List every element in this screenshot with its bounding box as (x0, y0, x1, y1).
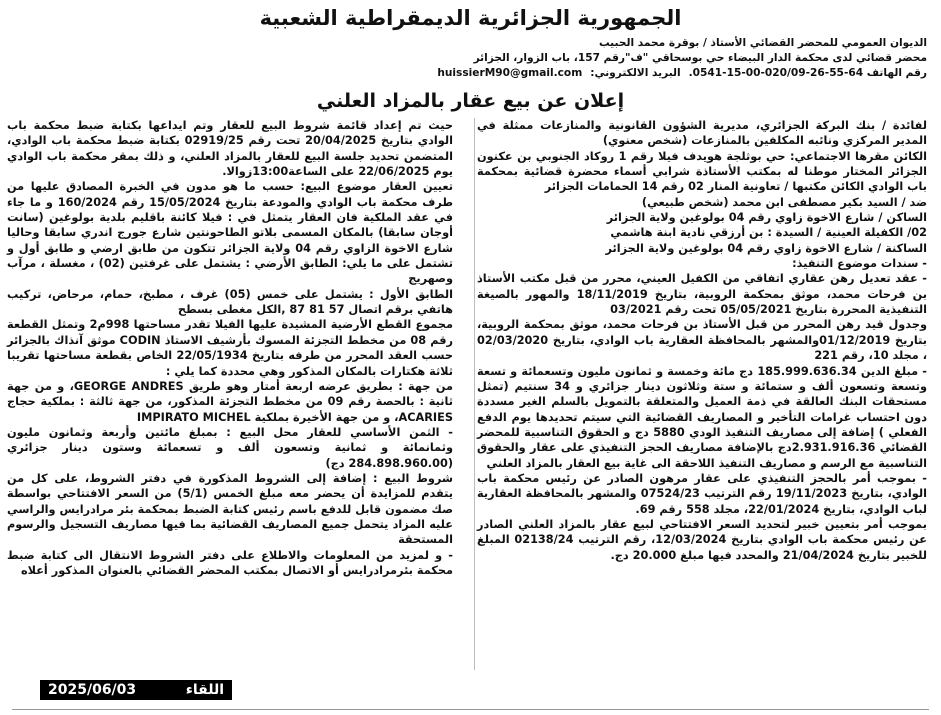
paragraph: - سندات موضوع التنفيذ: (792, 257, 927, 271)
paragraph: - بموجب أمر بالحجز التنفيذي على عقار مرهون الصادر عن رئيس محكمة باب الوادي، بتاريخ 19/11/2023 رقم الترتيب 07524/23 والمشهر بالمحافظة العقارية لباب الوادي، بتاريخ 22/01/2024، مجلد 558 رقم 69. (477, 471, 928, 516)
notice-headline: إعلان عن بيع عقار بالمزاد العلني (316, 90, 625, 112)
publication-date: 2025/06/03 (48, 682, 137, 698)
column-divider (474, 118, 475, 670)
paragraph: تعيين العقار موضوع البيع: حسب ما هو مدون في الخبرة المصادق عليها من طرف محكمة باب الوادي والمودعة بتاريخ 15/05/2024 رقم 160/2024 و ما جاء في عقد الملكية فان العقار يتمثل في : فيلا كائنة باقليم بلدية بولوغين (سانت أوجان سابقا) بالمكان المسمى بلاتو الطاحونتين شارع جورج اندري سابقا وحاليا شارع الاخوة الزاوي رقم 04 ولاية الجزائر تتكون من طابق ارضي و طابق أول و تشتمل على ما يلي: الطابق الأرضي : يشتمل على غرفتين (02) ، مغسلة ، مرآب وصهريج (7, 180, 454, 286)
paragraph: شروط البيع : إضافة إلى الشروط المذكورة في دفتر الشروط، على كل من يتقدم للمزايدة أن يحضر معه مبلغ الخمس (5/1) من السعر الافتتاحي بواسطة صك مضمون قابل للدفع باسم رئيس كتابة الضبط بمحكمة بئر مرادرايس والراسي عليه المزاد يتحمل جميع المصاريف القضائية بما فيها مصاريف التسجيل والرسوم المستحقة (7, 471, 453, 547)
office-email: huissierM90@gmail.com (437, 67, 583, 79)
paragraph: من جهة : بطريق عرضه اربعة أمتار وهو طريق GEORGE ANDRES، و من جهة ثانية : بالحصة رقم 09 من مخطط التجزئة المذكور، من جهة ثالثة : بملكية حجاج ACARIES، و من جهة الأخيرة بملكية IMPIRATO MICHEL (7, 379, 453, 424)
paragraph: - عقد تعديل رهن عقاري اتفاقي من الكفيل العيني، محرر من قبل مكتب الأستاذ بن فرحات محمد، موثق بمحكمة الروبية، بتاريخ 18/11/2019 والمهور بالصيغة التنفيذية المحررة بتاريخ 05/05/2021 تحت رقم 03/2021 (477, 272, 927, 317)
paragraph: ضد / السيد بكير مصطفى ابن محمد (شخص طبيعي) (641, 195, 927, 209)
paragraph: - الثمن الأساسي للعقار محل البيع : بمبلغ مائتين وأربعة وثمانون مليون وثمانمائة و ثمانية وتسعون ألف و تسعمائة وستون دينار جزائري (284.898.960.00 دج) (7, 425, 453, 470)
paragraph: مجموع القطع الأرضية المشيدة عليها الفيلا تقدر مساحتها 998م2 وتمثل القطعة رقم 08 من مخطط التجزئة المسوك بأرشيف الاستاذ CODIN موثق آنذاك بالجزائر حسب العقد المحرر من طرفه بتاريخ 22/05/1934 الخاص بقطعة مساحتها تقريبا ثلاثة هكتارات بالمكان المذكور وهي محددة كما يلي : (7, 318, 454, 378)
office-phone: رقم الهاتف 64-55-26-020/09-00-15-0541. (688, 67, 927, 79)
paragraph: لفائدة / بنك البركة الجزائري، مديرية الشؤون القانونية والمنازعات ممثلة في المدير المركزي ونائبه المكلفين بالمنازعات (شخص معنوي) (477, 119, 927, 148)
right-column (477, 118, 927, 563)
paragraph: بموجب أمر بتعيين خبير لتحديد السعر الافتتاحي لبيع عقار بالمزاد العلني الصادر عن رئيس محكمة باب الوادي بتاريخ 12/03/2024، رقم الترتيب 02138/24 المبلغ للخبير بتاريخ 21/04/2024 والمحدد فيها مبلغ 20.000 دج. (477, 517, 928, 562)
email-label: البريد الالكتروني: (590, 67, 681, 79)
paragraph: وجدول قيد رهن المحرر من قبل الأستاذ بن فرحات محمد، موثق بمحكمة الروبية، بتاريخ 01/12/2019والمشهر بالمحافظة العقارية باب الوادي، بتاريخ 02/03/2020 ، مجلد 10، رقم 221 (477, 318, 927, 363)
paragraph: - و لمزيد من المعلومات والاطلاع على دفتر الشروط الانتقال الى كتابة ضبط محكمة بئرمرادرايس أو الاتصال بمكتب المحضر القضائي بالعنوان المذكور أعلاه (7, 548, 453, 577)
paragraph: حيث تم إعداد قائمة شروط البيع للعقار وتم ايداعها بكتابة ضبط محكمة باب الوادي بتاريخ 20/04/2025 تحت رقم 02919/25 بكتابة ضبط محكمة باب الوادي، المتضمن تحديد جلسة البيع للعقار بالمزاد العلني، و ذلك بمقر محكمة باب الوادي يوم 22/06/2025 على الساعة13:00زوالا. (7, 119, 453, 179)
paragraph: 02/ الكفيلة العينية / السيدة : بن أرزقي نادية ابنة هاشمي (610, 226, 927, 240)
paragraph: الساكنة / شارع الاخوة زاوي رقم 04 بولوغين ولاية الجزائر (605, 241, 927, 255)
office-line-2: محضر قضائي لدى محكمة الدار البيضاء حي بوسحاقي "ف"رقم 157، باب الزوار، الجزائر (473, 52, 927, 64)
left-column (7, 118, 453, 578)
paragraph: الساكن / شارع الاخوة زاوي رقم 04 بولوغين ولاية الجزائر (606, 211, 927, 225)
paragraph: الطابق الأول : يشتمل على خمس (05) غرف ، مطبخ، حمام، مرحاض، تركيب هاتفي برقم اتصال 57 81 87 ,الكل مغطى بسطح (7, 287, 453, 317)
paragraph: الكائن مقرها الاجتماعي: حي بوثلجة هويدف فيلا رقم 1 روكاد الجنوبي بن عكنون الجزائر المختار موطنا له بمكتب الأستاذة شرابي أسماء محضرة قضائية بمحكمة باب الوادي الكائن مكتبها / تعاونية المنار 02 رقم 14 الحمامات الجزائر (477, 149, 927, 194)
contact-row (227, 66, 927, 81)
republic-title: الجمهورية الجزائرية الديمقراطية الشعبية (259, 6, 682, 30)
publication-footer-bar (40, 680, 232, 700)
bailiff-office-block (227, 36, 927, 81)
footer-rule (12, 709, 929, 710)
paragraph: - مبلغ الدين 185.999.636.34 دج مائة وخمسة و ثمانون مليون وتسعمائة و تسعة وتسعة وتسعون ألف و ستمائة و ستة وثلاثون دينار جزائري و 34 سنتيم (تمثل مستحقات البنك العالقة في ذمة العميل والمتعلقة بالتمويل بالسلم الغير مسددة دون احتساب غرامات التأخير و المصاريف القضائية التي سيتم تحديدها يوم الدفع الفعلي ) إضافة إلى مصاريف التنفيذ الودي 5880 دج و الحقوق التناسبية للمحضر القضائي 2.931.916.36دج بالإضافة مصاريف الحجز التنفيذي على عقار والحقوق التناسبية مع الرسم و مصاريف التنفيذ اللاحقة الى غاية بيع العقار بالمزاد العلني (477, 364, 928, 470)
publication-name: اللقاء (185, 682, 224, 698)
office-line-1: الديوان العمومي للمحضر القضائي الأستاذ / بوقرة محمد الحبيب (598, 37, 927, 49)
